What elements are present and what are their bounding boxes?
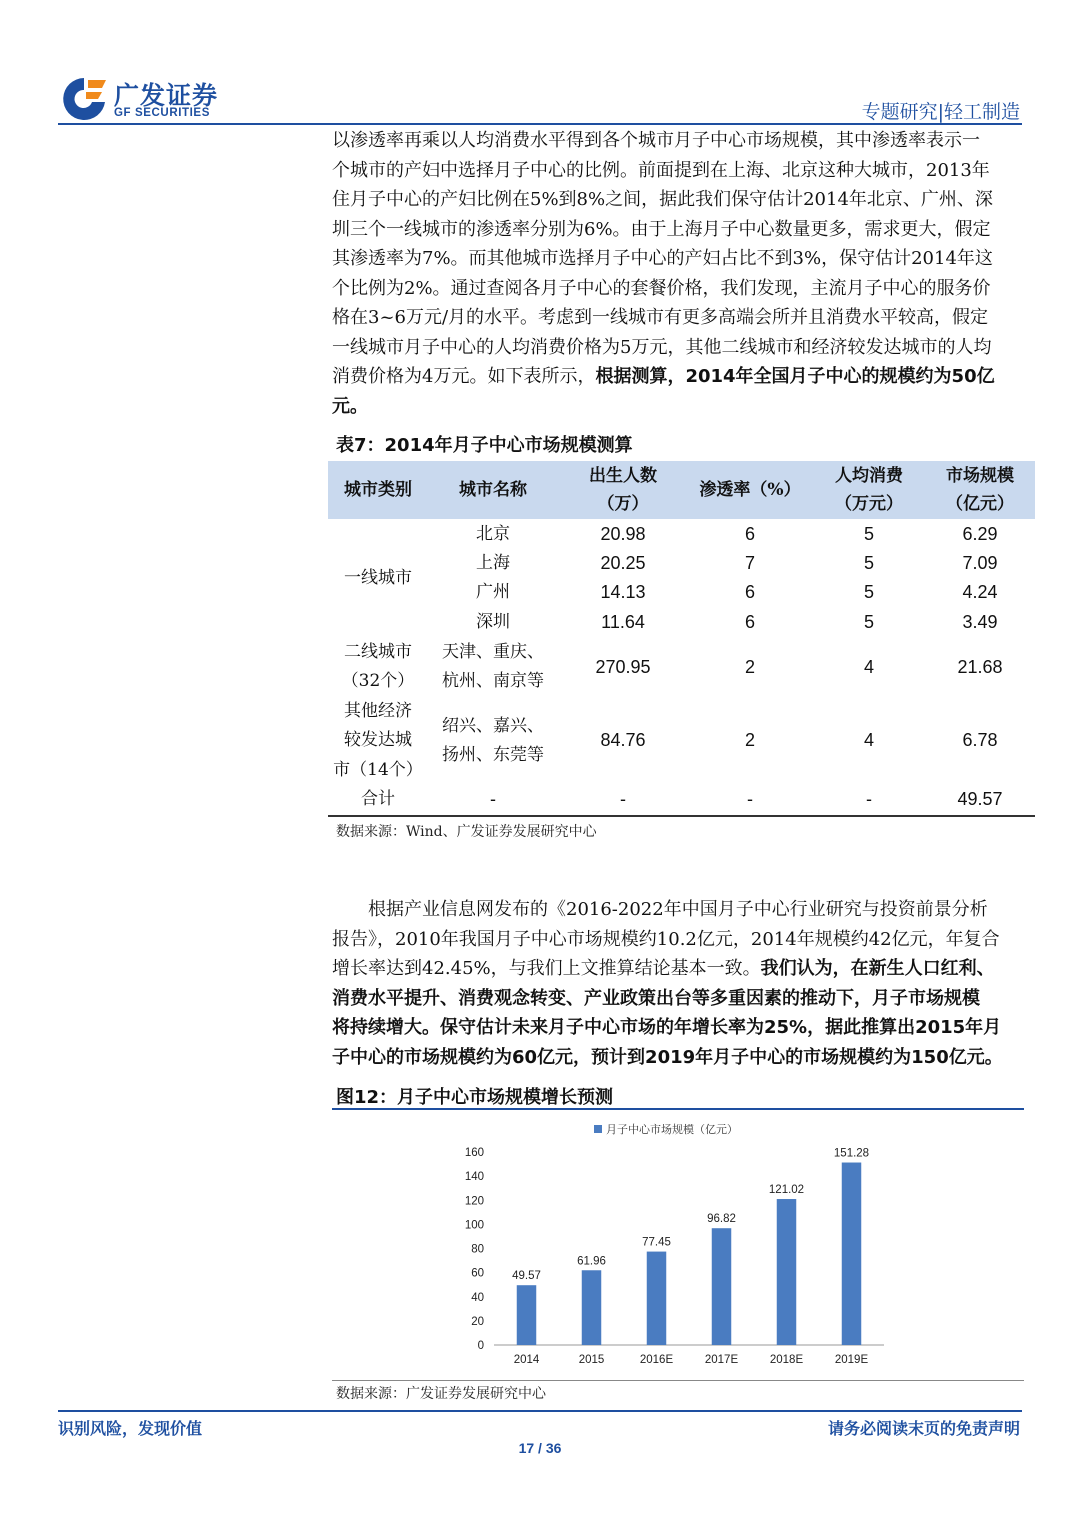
births-cell: 14.13 bbox=[600, 582, 646, 602]
body-paragraph-1 bbox=[332, 126, 1024, 421]
city-name: 北京 bbox=[476, 524, 510, 544]
paragraph-bold-text: 消费水平提升、消费观念转变、产业政策出台等多重因素的推动下，月子市场规模 bbox=[332, 987, 980, 1009]
y-tick-label: 160 bbox=[464, 1147, 484, 1159]
x-tick-label: 2016E bbox=[639, 1354, 674, 1366]
spend-cell: 5 bbox=[863, 524, 874, 544]
other-label: 较发达城 bbox=[344, 730, 412, 750]
paragraph-text: 消费价格为4万元。如下表所示， bbox=[332, 366, 596, 387]
gf-logo-mark-icon bbox=[58, 74, 110, 124]
y-tick-label: 60 bbox=[471, 1267, 484, 1280]
body-paragraph-2 bbox=[332, 895, 1024, 1072]
header-births-unit: （万） bbox=[597, 494, 649, 514]
paragraph-line: 其渗透率为7%。而其他城市选择月子中心的产妇占比不到3%，保守估计2014年这 bbox=[332, 248, 993, 269]
penetration-cell: 6 bbox=[744, 582, 755, 602]
paragraph-bold-text: 元。 bbox=[332, 395, 368, 417]
x-tick-label: 2014 bbox=[513, 1354, 540, 1366]
city-name: 杭州、南京等 bbox=[442, 671, 544, 691]
paragraph-line: 个比例为2%。通过查阅各月子中心的套餐价格，我们发现，主流月子中心的服务价 bbox=[332, 277, 991, 299]
spend-cell: 4 bbox=[863, 730, 874, 750]
header-divider bbox=[58, 123, 1022, 125]
header-spend: 人均消费 bbox=[835, 466, 903, 486]
births-cell: 20.25 bbox=[600, 553, 646, 573]
y-tick-label: 120 bbox=[464, 1195, 484, 1208]
y-tick-label: 20 bbox=[471, 1315, 484, 1328]
footer-divider bbox=[58, 1410, 1022, 1412]
penetration-cell: 2 bbox=[744, 657, 755, 677]
paragraph-line bbox=[332, 925, 1024, 955]
bar bbox=[842, 1163, 862, 1345]
paragraph-line bbox=[332, 362, 1024, 392]
logo-text-cn: 广发证券 bbox=[114, 81, 219, 110]
y-tick-label: 140 bbox=[464, 1171, 484, 1184]
figure-source: 数据来源：广发证券发展研究中心 bbox=[336, 1386, 546, 1402]
paragraph-bold-text: 根据测算，2014年全国月子中心的规模约为50亿 bbox=[595, 366, 995, 387]
city-name: 天津、重庆、 bbox=[442, 642, 544, 662]
footer-disclaimer-link[interactable]: 请务必阅读末页的免责声明 bbox=[827, 1419, 1020, 1438]
table-caption: 表7：2014年月子中心市场规模测算 bbox=[336, 435, 633, 456]
market-cell: 49.57 bbox=[957, 789, 1003, 809]
penetration-cell: 2 bbox=[744, 730, 755, 750]
market-cell: 3.49 bbox=[962, 612, 998, 632]
paragraph-bold-text: 将持续增大。保守估计未来月子中心市场的年增长率为25%，据此推算出2015年月 bbox=[332, 1017, 1002, 1038]
tier2-label: 二线城市 bbox=[344, 642, 412, 662]
header-market-unit: （亿元） bbox=[946, 494, 1014, 514]
total-label: 合计 bbox=[361, 789, 395, 809]
paragraph-line bbox=[332, 1013, 1024, 1043]
tier1-label: 一线城市 bbox=[344, 568, 412, 588]
market-cell: 7.09 bbox=[962, 553, 998, 573]
market-cell: 4.24 bbox=[962, 582, 998, 602]
spend-cell: 4 bbox=[863, 657, 874, 677]
city-name: 绍兴、嘉兴、 bbox=[442, 716, 544, 736]
city-name: 深圳 bbox=[476, 612, 510, 632]
paragraph-text: 增长率达到42.45%，与我们上文推算结论基本一致。 bbox=[332, 958, 761, 979]
other-label: 其他经济 bbox=[344, 701, 412, 721]
x-tick-label: 2019E bbox=[834, 1354, 869, 1366]
spend-cell: 5 bbox=[863, 612, 874, 632]
x-tick-label: 2018E bbox=[769, 1354, 804, 1366]
bar bbox=[582, 1270, 602, 1345]
penetration-cell: 6 bbox=[744, 524, 755, 544]
paragraph-line bbox=[332, 954, 1024, 984]
bar bbox=[647, 1252, 667, 1345]
bar bbox=[712, 1228, 732, 1345]
footer-slogan: 识别风险，发现价值 bbox=[58, 1419, 203, 1438]
spend-cell: 5 bbox=[863, 582, 874, 602]
spend-cell: 5 bbox=[863, 553, 874, 573]
y-tick-label: 40 bbox=[471, 1291, 484, 1304]
penetration-cell: - bbox=[747, 789, 753, 809]
page-number: 17 / 36 bbox=[518, 1440, 562, 1456]
y-tick-label: 80 bbox=[471, 1243, 484, 1256]
paragraph-bold-text: 子中心的市场规模约为60亿元，预计到2019年月子中心的市场规模约为150亿元。 bbox=[332, 1046, 1003, 1068]
bar-value-label: 49.57 bbox=[512, 1270, 541, 1283]
bar-value-label: 61.96 bbox=[577, 1255, 606, 1268]
x-tick-label: 2015 bbox=[578, 1354, 605, 1366]
header-category: 城市类别 bbox=[344, 480, 412, 500]
header-penetration: 渗透率（%） bbox=[699, 480, 801, 500]
tier2-label-count: （32个） bbox=[341, 671, 415, 691]
header-city-name: 城市名称 bbox=[459, 480, 527, 500]
births-cell: 84.76 bbox=[600, 730, 646, 750]
paragraph-line: 以渗透率再乘以人均消费水平得到各个城市月子中心市场规模，其中渗透率表示一 bbox=[332, 130, 980, 151]
market-growth-bar-chart bbox=[324, 1112, 1024, 1384]
logo-text-en: GF SECURITIES bbox=[114, 107, 210, 119]
report-section-label: 专题研究|轻工制造 bbox=[861, 101, 1020, 123]
x-tick-label: 2017E bbox=[704, 1354, 739, 1366]
births-cell: 11.64 bbox=[601, 612, 645, 632]
paragraph-line: 住月子中心的产妇比例在5%到8%之间，据此我们保守估计2014年北京、广州、深 bbox=[332, 189, 993, 210]
paragraph-line: 一线城市月子中心的人均消费价格为5万元，其他二线城市和经济较发达城市的人均 bbox=[332, 336, 992, 358]
header-births: 出生人数 bbox=[589, 466, 657, 486]
bar-value-label: 121.02 bbox=[768, 1184, 805, 1197]
paragraph-line bbox=[332, 392, 1024, 422]
paragraph-line bbox=[332, 895, 1024, 925]
penetration-cell: 6 bbox=[744, 612, 755, 632]
bar bbox=[517, 1285, 537, 1345]
births-cell: - bbox=[620, 789, 626, 809]
bar-value-label: 96.82 bbox=[707, 1213, 736, 1226]
bar bbox=[777, 1199, 797, 1345]
spend-cell: - bbox=[866, 789, 872, 809]
paragraph-text: 报告》，2010年我国月子中心市场规模约10.2亿元，2014年规模约42亿元，年复合 bbox=[332, 928, 1000, 950]
gf-securities-logo bbox=[58, 74, 238, 124]
births-cell: 270.95 bbox=[595, 657, 651, 677]
city-name: 广州 bbox=[476, 582, 510, 602]
other-label-count: 市（14个） bbox=[333, 760, 423, 780]
figure-caption: 图12：月子中心市场规模增长预测 bbox=[336, 1087, 614, 1108]
penetration-cell: 7 bbox=[744, 553, 755, 573]
paragraph-text: 根据产业信息网发布的《2016-2022年中国月子中心行业研究与投资前景分析 bbox=[368, 899, 988, 920]
city-name: 扬州、东莞等 bbox=[442, 745, 544, 765]
legend-label: 月子中心市场规模（亿元） bbox=[606, 1123, 738, 1136]
bar-value-label: 77.45 bbox=[642, 1236, 671, 1249]
table-source: 数据来源：Wind、广发证券发展研究中心 bbox=[336, 824, 597, 840]
paragraph-bold-text: 我们认为，在新生人口红利、 bbox=[760, 958, 995, 979]
paragraph-line: 个城市的产妇中选择月子中心的比例。前面提到在上海、北京这种大城市，2013年 bbox=[332, 159, 990, 181]
births-cell: 20.98 bbox=[600, 524, 646, 544]
paragraph-line bbox=[332, 1043, 1024, 1073]
paragraph-line: 圳三个一线城市的渗透率分别为6%。由于上海月子中心数量更多，需求更大，假定 bbox=[332, 218, 991, 240]
table-bottom-border bbox=[328, 815, 1035, 817]
figure-bottom-border bbox=[332, 1380, 1024, 1381]
city-name: 上海 bbox=[476, 553, 510, 573]
header-market: 市场规模 bbox=[946, 466, 1014, 486]
paragraph-line: 格在3~6万元/月的水平。考虑到一线城市有更多高端会所并且消费水平较高，假定 bbox=[332, 307, 989, 328]
legend-swatch bbox=[594, 1125, 602, 1133]
header-spend-unit: （万元） bbox=[835, 494, 903, 514]
market-cell: 21.68 bbox=[957, 657, 1003, 677]
table-header-row bbox=[328, 461, 1035, 519]
market-cell: 6.78 bbox=[962, 730, 998, 750]
paragraph-line bbox=[332, 984, 1024, 1014]
y-tick-label: 100 bbox=[464, 1219, 484, 1232]
y-tick-label: 0 bbox=[477, 1340, 484, 1352]
market-cell: 6.29 bbox=[962, 524, 998, 544]
bar-value-label: 151.28 bbox=[833, 1147, 870, 1160]
city-name: - bbox=[490, 789, 496, 809]
figure-caption-underline bbox=[332, 1108, 1024, 1110]
